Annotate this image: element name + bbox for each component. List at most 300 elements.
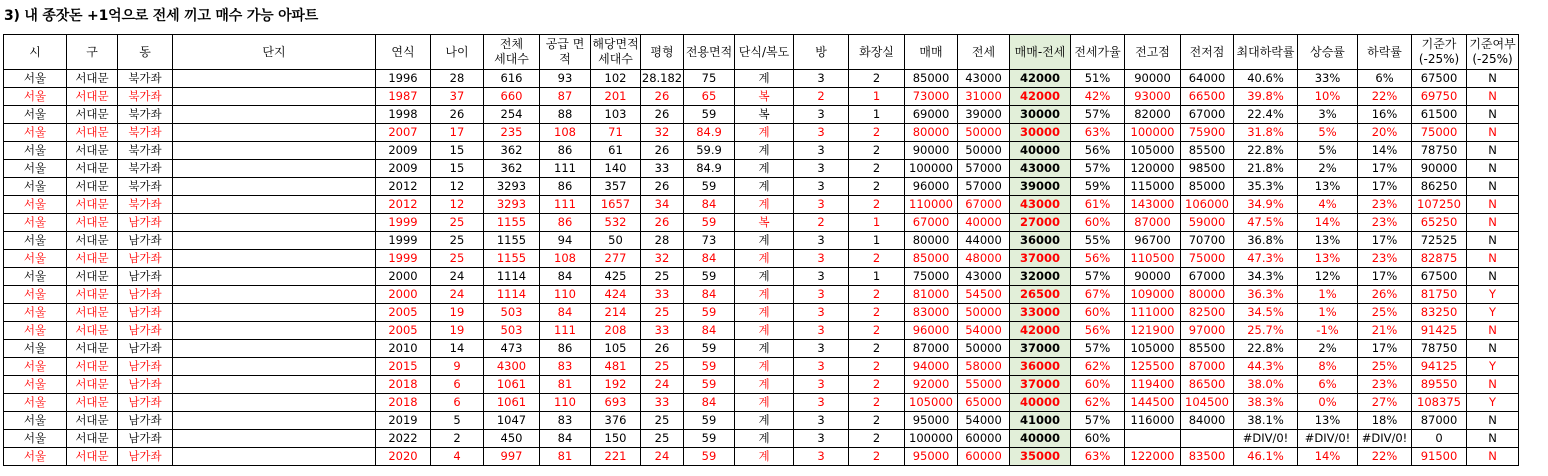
table-cell[interactable]: 54000 <box>958 412 1010 430</box>
column-header[interactable]: 전세 <box>958 35 1010 70</box>
table-cell[interactable]: 2 <box>849 160 905 178</box>
table-cell[interactable]: 계 <box>735 304 794 322</box>
table-cell[interactable]: 14% <box>1298 214 1358 232</box>
table-cell[interactable]: 116000 <box>1125 412 1181 430</box>
table-cell[interactable]: 56% <box>1071 322 1125 340</box>
table-cell[interactable] <box>173 322 376 340</box>
column-header[interactable]: 전고점 <box>1125 35 1181 70</box>
table-cell[interactable]: 96700 <box>1125 232 1181 250</box>
table-cell[interactable]: 2 <box>849 394 905 412</box>
table-cell[interactable]: 105000 <box>1125 340 1181 358</box>
table-cell[interactable]: 2015 <box>376 358 431 376</box>
table-cell[interactable]: 계 <box>735 232 794 250</box>
table-cell[interactable]: 서대문 <box>67 142 118 160</box>
table-cell[interactable]: 125500 <box>1125 358 1181 376</box>
table-cell[interactable]: 18% <box>1358 412 1412 430</box>
table-cell[interactable]: 서대문 <box>67 340 118 358</box>
table-cell[interactable]: 서울 <box>4 106 67 124</box>
table-cell[interactable]: 23% <box>1358 376 1412 394</box>
table-cell[interactable]: 108375 <box>1412 394 1467 412</box>
table-cell[interactable]: 72525 <box>1412 232 1467 250</box>
table-cell[interactable]: 42000 <box>1010 322 1071 340</box>
table-cell[interactable]: 84 <box>684 286 735 304</box>
table-cell[interactable]: 서대문 <box>67 196 118 214</box>
table-cell[interactable] <box>173 106 376 124</box>
table-cell[interactable] <box>173 376 376 394</box>
table-cell[interactable]: 14 <box>431 340 484 358</box>
column-header[interactable]: 시 <box>4 35 67 70</box>
table-cell[interactable]: 84.9 <box>684 160 735 178</box>
table-cell[interactable]: 2 <box>849 358 905 376</box>
table-cell[interactable]: N <box>1467 430 1519 448</box>
table-cell[interactable]: 115000 <box>1125 178 1181 196</box>
table-cell[interactable]: 6 <box>431 376 484 394</box>
table-cell[interactable]: 1114 <box>484 268 540 286</box>
table-cell[interactable]: 서울 <box>4 286 67 304</box>
table-cell[interactable]: Y <box>1467 358 1519 376</box>
column-header[interactable]: 단식/복도 <box>735 35 794 70</box>
table-cell[interactable]: 150 <box>591 430 641 448</box>
table-cell[interactable]: 17% <box>1358 160 1412 178</box>
table-cell[interactable]: 남가좌 <box>118 394 173 412</box>
table-cell[interactable]: 2% <box>1298 160 1358 178</box>
table-cell[interactable]: 4 <box>431 448 484 466</box>
table-cell[interactable]: 서울 <box>4 196 67 214</box>
table-cell[interactable]: 214 <box>591 304 641 322</box>
table-cell[interactable]: 서대문 <box>67 88 118 106</box>
table-cell[interactable]: 30000 <box>1010 106 1071 124</box>
table-cell[interactable]: 17% <box>1358 178 1412 196</box>
table-cell[interactable]: 2 <box>849 70 905 88</box>
table-cell[interactable]: 87000 <box>1125 214 1181 232</box>
table-cell[interactable]: 남가좌 <box>118 358 173 376</box>
table-cell[interactable]: 남가좌 <box>118 232 173 250</box>
table-cell[interactable]: 50000 <box>958 340 1010 358</box>
table-cell[interactable]: 3293 <box>484 178 540 196</box>
table-cell[interactable]: 3 <box>794 232 849 250</box>
table-cell[interactable]: 32 <box>641 250 684 268</box>
table-cell[interactable]: N <box>1467 448 1519 466</box>
table-cell[interactable]: 23% <box>1358 214 1412 232</box>
table-cell[interactable]: 서대문 <box>67 214 118 232</box>
table-cell[interactable]: 계 <box>735 286 794 304</box>
table-cell[interactable]: 서울 <box>4 376 67 394</box>
table-cell[interactable]: 90000 <box>1125 268 1181 286</box>
table-cell[interactable]: N <box>1467 178 1519 196</box>
table-cell[interactable]: 1999 <box>376 250 431 268</box>
table-cell[interactable]: 450 <box>484 430 540 448</box>
table-cell[interactable]: 25 <box>641 358 684 376</box>
table-cell[interactable]: N <box>1467 214 1519 232</box>
table-cell[interactable]: 67500 <box>1412 268 1467 286</box>
table-cell[interactable]: 4% <box>1298 196 1358 214</box>
table-cell[interactable]: 3 <box>794 304 849 322</box>
table-cell[interactable]: 111 <box>540 322 591 340</box>
table-cell[interactable]: 67000 <box>905 214 958 232</box>
table-cell[interactable]: 60% <box>1071 304 1125 322</box>
table-cell[interactable]: 0 <box>1412 430 1467 448</box>
table-cell[interactable]: Y <box>1467 394 1519 412</box>
table-cell[interactable]: 59 <box>684 304 735 322</box>
table-cell[interactable]: 59 <box>684 358 735 376</box>
table-cell[interactable]: Y <box>1467 286 1519 304</box>
table-cell[interactable]: 81 <box>540 376 591 394</box>
table-cell[interactable]: 계 <box>735 268 794 286</box>
table-cell[interactable]: 북가좌 <box>118 142 173 160</box>
table-cell[interactable]: 59 <box>684 178 735 196</box>
table-cell[interactable]: 서대문 <box>67 322 118 340</box>
table-cell[interactable]: 60% <box>1071 214 1125 232</box>
table-cell[interactable]: 1 <box>849 268 905 286</box>
table-cell[interactable]: 계 <box>735 322 794 340</box>
table-cell[interactable]: 997 <box>484 448 540 466</box>
table-cell[interactable]: 남가좌 <box>118 268 173 286</box>
table-cell[interactable]: 80000 <box>905 232 958 250</box>
column-header[interactable]: 매매-전세 <box>1010 35 1071 70</box>
table-cell[interactable]: 2005 <box>376 322 431 340</box>
column-header[interactable]: 단지 <box>173 35 376 70</box>
table-cell[interactable]: 19 <box>431 322 484 340</box>
table-cell[interactable]: 362 <box>484 142 540 160</box>
table-cell[interactable]: 83250 <box>1412 304 1467 322</box>
column-header[interactable]: 전용면적 <box>684 35 735 70</box>
table-cell[interactable]: 660 <box>484 88 540 106</box>
table-cell[interactable]: 24 <box>641 376 684 394</box>
column-header[interactable]: 하락률 <box>1358 35 1412 70</box>
table-cell[interactable]: 73 <box>684 232 735 250</box>
table-cell[interactable]: 42000 <box>1010 88 1071 106</box>
table-cell[interactable]: 119400 <box>1125 376 1181 394</box>
table-cell[interactable]: 40000 <box>1010 430 1071 448</box>
table-cell[interactable]: 계 <box>735 412 794 430</box>
table-cell[interactable]: 110000 <box>905 196 958 214</box>
table-cell[interactable]: 78750 <box>1412 340 1467 358</box>
table-cell[interactable]: 616 <box>484 70 540 88</box>
table-cell[interactable]: 남가좌 <box>118 250 173 268</box>
table-cell[interactable]: 54000 <box>958 322 1010 340</box>
table-cell[interactable]: 2000 <box>376 268 431 286</box>
table-cell[interactable]: 25 <box>641 412 684 430</box>
table-cell[interactable]: 67500 <box>1412 70 1467 88</box>
table-cell[interactable]: -1% <box>1298 322 1358 340</box>
table-cell[interactable]: 서울 <box>4 214 67 232</box>
table-cell[interactable]: 35.3% <box>1234 178 1298 196</box>
table-cell[interactable]: 3 <box>794 286 849 304</box>
table-cell[interactable] <box>173 88 376 106</box>
table-cell[interactable] <box>173 340 376 358</box>
table-cell[interactable]: 26 <box>641 142 684 160</box>
table-cell[interactable]: 100000 <box>1125 124 1181 142</box>
table-cell[interactable]: 84 <box>684 250 735 268</box>
table-cell[interactable]: 2 <box>849 286 905 304</box>
table-cell[interactable]: 59 <box>684 214 735 232</box>
table-cell[interactable]: 65 <box>684 88 735 106</box>
table-cell[interactable]: 109000 <box>1125 286 1181 304</box>
table-cell[interactable]: 12 <box>431 178 484 196</box>
table-cell[interactable]: 서대문 <box>67 448 118 466</box>
table-cell[interactable]: 87000 <box>905 340 958 358</box>
table-cell[interactable]: 59 <box>684 412 735 430</box>
table-cell[interactable]: 98500 <box>1181 160 1234 178</box>
table-cell[interactable]: 2 <box>849 430 905 448</box>
table-cell[interactable]: 362 <box>484 160 540 178</box>
table-cell[interactable]: 2005 <box>376 304 431 322</box>
table-cell[interactable]: 121900 <box>1125 322 1181 340</box>
table-cell[interactable] <box>173 196 376 214</box>
table-cell[interactable]: 1987 <box>376 88 431 106</box>
table-cell[interactable]: 47.3% <box>1234 250 1298 268</box>
table-cell[interactable]: 57000 <box>958 160 1010 178</box>
table-cell[interactable]: 82000 <box>1125 106 1181 124</box>
table-cell[interactable]: 21% <box>1358 322 1412 340</box>
table-cell[interactable]: 90000 <box>905 142 958 160</box>
table-cell[interactable] <box>173 304 376 322</box>
table-cell[interactable] <box>173 448 376 466</box>
table-cell[interactable]: 26 <box>431 106 484 124</box>
table-cell[interactable]: 2 <box>849 124 905 142</box>
table-cell[interactable]: 59 <box>684 106 735 124</box>
table-cell[interactable]: 1998 <box>376 106 431 124</box>
table-cell[interactable]: 12 <box>431 196 484 214</box>
table-cell[interactable]: 계 <box>735 394 794 412</box>
table-cell[interactable]: 5% <box>1298 124 1358 142</box>
table-cell[interactable]: 90000 <box>1412 160 1467 178</box>
table-cell[interactable]: 50000 <box>958 304 1010 322</box>
table-cell[interactable]: 북가좌 <box>118 178 173 196</box>
table-cell[interactable]: N <box>1467 88 1519 106</box>
table-cell[interactable]: 92000 <box>905 376 958 394</box>
table-cell[interactable]: 북가좌 <box>118 124 173 142</box>
table-cell[interactable]: 424 <box>591 286 641 304</box>
table-cell[interactable]: #DIV/0! <box>1358 430 1412 448</box>
table-cell[interactable]: 25 <box>641 268 684 286</box>
table-cell[interactable]: 31000 <box>958 88 1010 106</box>
table-cell[interactable]: 66500 <box>1181 88 1234 106</box>
table-cell[interactable]: 서대문 <box>67 304 118 322</box>
table-cell[interactable]: 26 <box>641 340 684 358</box>
table-cell[interactable]: 503 <box>484 322 540 340</box>
table-cell[interactable]: 2 <box>849 340 905 358</box>
table-cell[interactable]: N <box>1467 232 1519 250</box>
table-cell[interactable]: 13% <box>1298 412 1358 430</box>
column-header[interactable]: 전세가율 <box>1071 35 1125 70</box>
table-cell[interactable] <box>173 70 376 88</box>
table-cell[interactable]: 57% <box>1071 412 1125 430</box>
table-cell[interactable]: 36.3% <box>1234 286 1298 304</box>
table-cell[interactable]: 33% <box>1298 70 1358 88</box>
table-cell[interactable]: 3 <box>794 106 849 124</box>
table-cell[interactable]: 78750 <box>1412 142 1467 160</box>
table-cell[interactable]: 84 <box>540 304 591 322</box>
table-cell[interactable]: 59 <box>684 376 735 394</box>
column-header[interactable]: 동 <box>118 35 173 70</box>
table-cell[interactable]: 1996 <box>376 70 431 88</box>
table-cell[interactable]: 33 <box>641 160 684 178</box>
table-cell[interactable]: 2010 <box>376 340 431 358</box>
table-cell[interactable]: 63% <box>1071 124 1125 142</box>
table-cell[interactable]: 27% <box>1358 394 1412 412</box>
table-cell[interactable]: 서대문 <box>67 106 118 124</box>
table-cell[interactable]: 서울 <box>4 358 67 376</box>
table-cell[interactable]: 36000 <box>1010 232 1071 250</box>
table-cell[interactable]: 서대문 <box>67 70 118 88</box>
table-cell[interactable]: 84 <box>540 268 591 286</box>
table-cell[interactable]: 62% <box>1071 394 1125 412</box>
column-header[interactable]: 기준여부 (-25%) <box>1467 35 1519 70</box>
table-cell[interactable]: 2 <box>849 178 905 196</box>
table-cell[interactable]: 1047 <box>484 412 540 430</box>
table-cell[interactable]: 2018 <box>376 376 431 394</box>
table-cell[interactable]: 107250 <box>1412 196 1467 214</box>
table-cell[interactable]: 2 <box>849 322 905 340</box>
column-header[interactable]: 화장실 <box>849 35 905 70</box>
table-cell[interactable]: 5 <box>431 412 484 430</box>
column-header[interactable]: 나이 <box>431 35 484 70</box>
table-cell[interactable]: 94 <box>540 232 591 250</box>
table-cell[interactable]: 83 <box>540 412 591 430</box>
table-cell[interactable]: 서울 <box>4 448 67 466</box>
table-cell[interactable]: 254 <box>484 106 540 124</box>
table-cell[interactable]: 3 <box>794 124 849 142</box>
table-cell[interactable]: 82875 <box>1412 250 1467 268</box>
table-cell[interactable]: 33000 <box>1010 304 1071 322</box>
table-cell[interactable]: 61 <box>591 142 641 160</box>
table-cell[interactable]: 19 <box>431 304 484 322</box>
table-cell[interactable]: 95000 <box>905 412 958 430</box>
table-cell[interactable]: 38.3% <box>1234 394 1298 412</box>
table-cell[interactable]: 94125 <box>1412 358 1467 376</box>
column-header[interactable]: 전저점 <box>1181 35 1234 70</box>
table-cell[interactable]: 75000 <box>905 268 958 286</box>
table-cell[interactable]: 1 <box>849 88 905 106</box>
table-cell[interactable]: 86 <box>540 178 591 196</box>
table-cell[interactable]: 55000 <box>958 376 1010 394</box>
table-cell[interactable]: 84.9 <box>684 124 735 142</box>
table-cell[interactable]: 85000 <box>1181 178 1234 196</box>
table-cell[interactable]: 58000 <box>958 358 1010 376</box>
table-cell[interactable]: 26% <box>1358 286 1412 304</box>
table-cell[interactable]: 8% <box>1298 358 1358 376</box>
table-cell[interactable]: N <box>1467 70 1519 88</box>
table-cell[interactable]: 1 <box>849 106 905 124</box>
table-cell[interactable]: 24 <box>641 448 684 466</box>
table-cell[interactable] <box>173 412 376 430</box>
column-header[interactable]: 평형 <box>641 35 684 70</box>
table-cell[interactable]: 34.5% <box>1234 304 1298 322</box>
table-cell[interactable]: 60% <box>1071 430 1125 448</box>
table-cell[interactable]: 25 <box>431 250 484 268</box>
table-cell[interactable]: 85500 <box>1181 340 1234 358</box>
table-cell[interactable]: 50 <box>591 232 641 250</box>
table-cell[interactable]: 남가좌 <box>118 214 173 232</box>
table-cell[interactable]: 3 <box>794 250 849 268</box>
table-cell[interactable]: 27000 <box>1010 214 1071 232</box>
table-cell[interactable]: 86 <box>540 214 591 232</box>
table-cell[interactable]: 36000 <box>1010 358 1071 376</box>
table-cell[interactable]: 83000 <box>905 304 958 322</box>
table-cell[interactable]: 서울 <box>4 142 67 160</box>
table-cell[interactable]: 25% <box>1358 304 1412 322</box>
table-cell[interactable]: 2000 <box>376 286 431 304</box>
table-cell[interactable] <box>173 178 376 196</box>
table-cell[interactable]: 26 <box>641 214 684 232</box>
table-cell[interactable]: 복 <box>735 214 794 232</box>
table-cell[interactable]: 61% <box>1071 196 1125 214</box>
table-cell[interactable] <box>173 250 376 268</box>
table-cell[interactable]: 25.7% <box>1234 322 1298 340</box>
table-cell[interactable]: 23% <box>1358 196 1412 214</box>
table-cell[interactable]: 60000 <box>958 448 1010 466</box>
table-cell[interactable]: 북가좌 <box>118 196 173 214</box>
table-cell[interactable]: 75000 <box>1412 124 1467 142</box>
table-cell[interactable]: Y <box>1467 304 1519 322</box>
column-header[interactable]: 매매 <box>905 35 958 70</box>
table-cell[interactable]: 277 <box>591 250 641 268</box>
table-cell[interactable]: 55% <box>1071 232 1125 250</box>
table-cell[interactable]: 34 <box>641 196 684 214</box>
table-cell[interactable]: 북가좌 <box>118 88 173 106</box>
table-cell[interactable]: 17% <box>1358 232 1412 250</box>
table-cell[interactable]: 57000 <box>958 178 1010 196</box>
table-cell[interactable]: 105000 <box>1125 142 1181 160</box>
table-cell[interactable]: 81000 <box>905 286 958 304</box>
table-cell[interactable]: N <box>1467 322 1519 340</box>
table-cell[interactable]: 105 <box>591 340 641 358</box>
table-cell[interactable]: 90000 <box>1125 70 1181 88</box>
table-cell[interactable]: 43000 <box>1010 160 1071 178</box>
table-cell[interactable]: 1657 <box>591 196 641 214</box>
table-cell[interactable]: 서대문 <box>67 394 118 412</box>
table-cell[interactable]: 65250 <box>1412 214 1467 232</box>
table-cell[interactable]: 93 <box>540 70 591 88</box>
table-cell[interactable]: 201 <box>591 88 641 106</box>
table-cell[interactable]: 서울 <box>4 160 67 178</box>
table-cell[interactable]: 22.8% <box>1234 340 1298 358</box>
table-cell[interactable]: 91425 <box>1412 322 1467 340</box>
table-cell[interactable]: 192 <box>591 376 641 394</box>
table-cell[interactable]: 남가좌 <box>118 430 173 448</box>
table-cell[interactable]: 서울 <box>4 430 67 448</box>
table-cell[interactable] <box>173 214 376 232</box>
column-header[interactable]: 구 <box>67 35 118 70</box>
table-cell[interactable]: 계 <box>735 448 794 466</box>
table-cell[interactable]: 2012 <box>376 196 431 214</box>
table-cell[interactable]: 서울 <box>4 88 67 106</box>
table-cell[interactable]: 32000 <box>1010 268 1071 286</box>
table-cell[interactable]: 2 <box>849 448 905 466</box>
table-cell[interactable]: 67000 <box>1181 268 1234 286</box>
table-cell[interactable]: 25 <box>431 232 484 250</box>
table-cell[interactable]: 21.8% <box>1234 160 1298 178</box>
table-cell[interactable]: 서대문 <box>67 358 118 376</box>
table-cell[interactable]: 50000 <box>958 142 1010 160</box>
table-cell[interactable]: 75900 <box>1181 124 1234 142</box>
table-cell[interactable]: 남가좌 <box>118 304 173 322</box>
table-cell[interactable]: 57% <box>1071 106 1125 124</box>
table-cell[interactable]: 693 <box>591 394 641 412</box>
table-cell[interactable]: 85500 <box>1181 142 1234 160</box>
table-cell[interactable]: 서울 <box>4 232 67 250</box>
table-cell[interactable]: 57% <box>1071 160 1125 178</box>
table-cell[interactable]: 서울 <box>4 268 67 286</box>
table-cell[interactable]: 17% <box>1358 340 1412 358</box>
table-cell[interactable]: 계 <box>735 358 794 376</box>
table-cell[interactable]: 34.9% <box>1234 196 1298 214</box>
table-cell[interactable]: 57% <box>1071 340 1125 358</box>
table-cell[interactable]: 81750 <box>1412 286 1467 304</box>
table-cell[interactable]: 86 <box>540 340 591 358</box>
table-cell[interactable]: 61500 <box>1412 106 1467 124</box>
